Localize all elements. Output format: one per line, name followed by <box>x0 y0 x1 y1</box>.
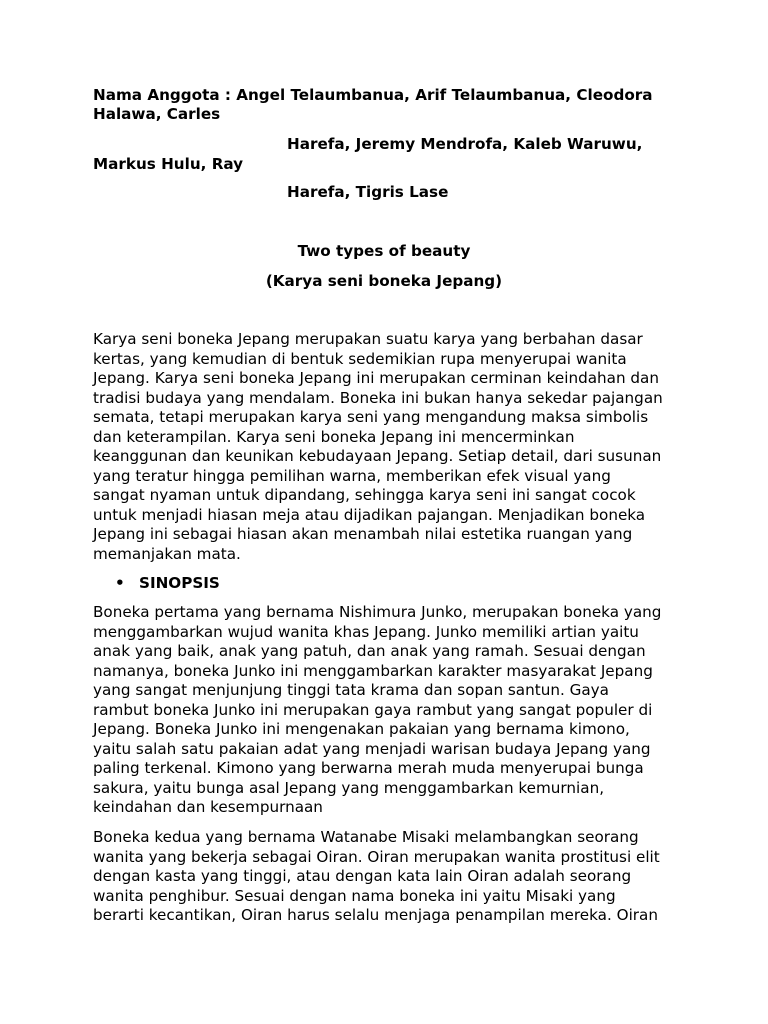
members-line-4: Markus Hulu, Ray <box>93 155 244 173</box>
para1-line: paling terkenal. Kimono yang berwarna merah muda menyerupai bunga <box>93 759 644 777</box>
para1-line: yang sangat menjunjung tinggi tata krama dan sopan santun. Gaya <box>93 681 609 699</box>
intro-paragraph <box>93 330 683 564</box>
intro-line: tradisi budaya yang mendalam. Boneka ini bukan hanya sekedar pajangan <box>93 388 663 407</box>
para1-line: namanya, boneka Junko ini menggambarkan karakter masyarakat Jepang <box>93 661 653 680</box>
intro-line: memanjakan mata. <box>93 544 241 563</box>
para1-line: rambut boneka Junko ini merupakan gaya rambut yang sangat populer di <box>93 700 653 719</box>
para2-line: wanita penghibur. Sesuai dengan nama boneka ini yaitu Misaki yang <box>93 886 616 905</box>
para1-line: Jepang. Boneka Junko ini mengenakan pakaian yang bernama kimono, <box>93 720 630 738</box>
intro-line: untuk menjadi hiasan meja atau dijadikan pajangan. Menjadikan boneka <box>93 505 646 524</box>
para2-line: berarti kecantikan, Oiran harus selalu menjaga penampilan mereka. Oiran <box>93 906 658 924</box>
intro-line: Jepang. Karya seni boneka Jepang ini merupakan cerminan keindahan dan <box>93 369 659 387</box>
members-line-1: Nama Anggota : Angel Telaumbanua, Arif Telaumbanua, Cleodora <box>93 86 653 104</box>
para1-line: Boneka pertama yang bernama Nishimura Junko, merupakan boneka yang <box>93 603 662 621</box>
para1-line: keindahan dan kesempurnaan <box>93 798 323 816</box>
synopsis-paragraph-2 <box>93 828 683 926</box>
para2-line: Boneka kedua yang bernama Watanabe Misaki melambangkan seorang <box>93 828 639 846</box>
bullet-icon: • <box>115 574 125 592</box>
section-heading-sinopsis: SINOPSIS <box>139 574 220 592</box>
para2-line: dengan kasta yang tinggi, atau dengan kata lain Oiran adalah seorang <box>93 867 632 885</box>
document-subtitle: (Karya seni boneka Jepang) <box>265 272 503 290</box>
intro-line: dan keterampilan. Karya seni boneka Jepang ini mencerminkan <box>93 427 575 446</box>
para1-line: anak yang baik, anak yang patuh, dan anak yang ramah. Sesuai dengan <box>93 642 646 660</box>
intro-line: semata, tetapi merupakan karya seni yang mengandung maksa simbolis <box>93 408 649 426</box>
members-line-3: Harefa, Jeremy Mendrofa, Kaleb Waruwu, <box>287 135 643 153</box>
intro-line: Jepang ini sebagai hiasan akan menambah nilai estetika ruangan yang <box>93 525 633 543</box>
para1-line: menggambarkan wujud wanita khas Jepang. Junko memiliki artian yaitu <box>93 622 639 641</box>
members-line-2: Halawa, Carles <box>93 105 221 123</box>
document-title: Two types of beauty <box>297 242 471 260</box>
intro-line: yang teratur hingga pemilihan warna, memberikan efek visual yang <box>93 466 611 485</box>
intro-line: sangat nyaman untuk dipandang, sehingga karya seni ini sangat cocok <box>93 486 636 504</box>
para1-line: yaitu salah satu pakaian adat yang menjadi warisan budaya Jepang yang <box>93 739 651 758</box>
members-line-5: Harefa, Tigris Lase <box>287 183 449 201</box>
synopsis-paragraph-1 <box>93 603 683 818</box>
intro-line: Karya seni boneka Jepang merupakan suatu karya yang berbahan dasar <box>93 330 643 348</box>
intro-line: kertas, yang kemudian di bentuk sedemikian rupa menyerupai wanita <box>93 349 627 368</box>
intro-line: keanggunan dan keunikan kebudayaan Jepang. Setiap detail, dari susunan <box>93 447 662 465</box>
para1-line: sakura, yaitu bunga asal Jepang yang menggambarkan kemurnian, <box>93 778 605 797</box>
para2-line: wanita yang bekerja sebagai Oiran. Oiran merupakan wanita prostitusi elit <box>93 847 660 866</box>
